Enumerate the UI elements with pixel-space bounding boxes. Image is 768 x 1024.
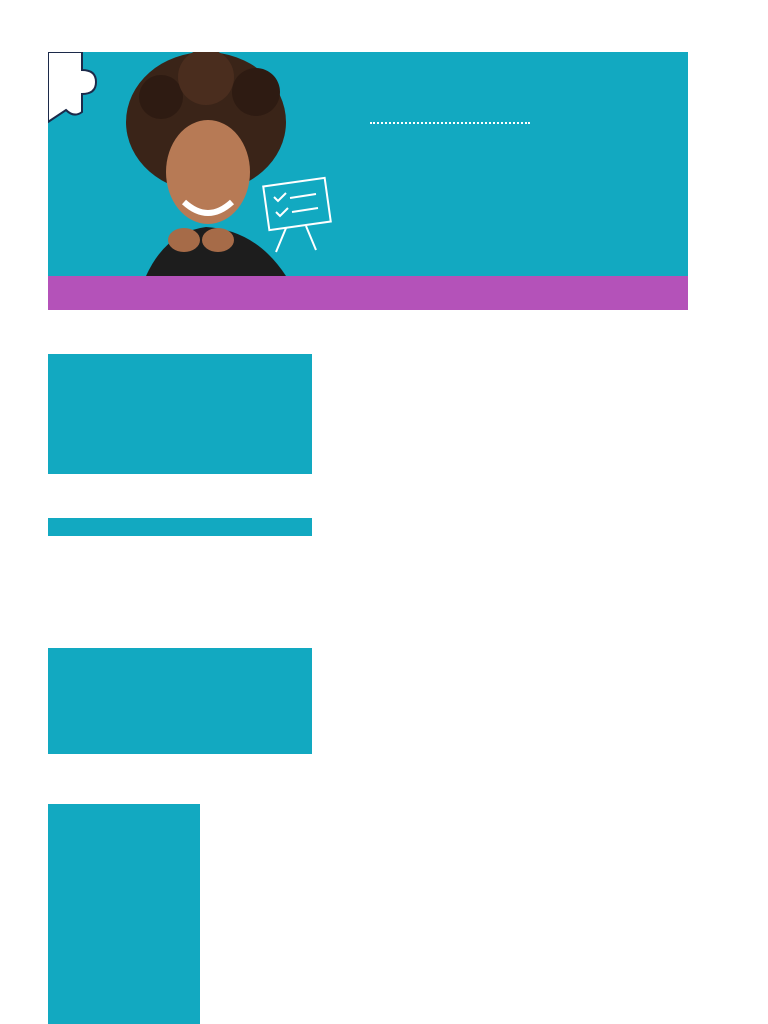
portrait-photo xyxy=(106,52,336,276)
month-header-bar xyxy=(48,276,688,310)
fixas-description xyxy=(48,804,200,1024)
investimentos-header-strip xyxy=(48,518,312,536)
dotted-divider xyxy=(370,122,530,124)
puzzle-piece-icon xyxy=(48,52,108,132)
receitas-description xyxy=(48,354,312,474)
header-banner xyxy=(48,52,688,276)
investimentos-description xyxy=(48,648,312,754)
